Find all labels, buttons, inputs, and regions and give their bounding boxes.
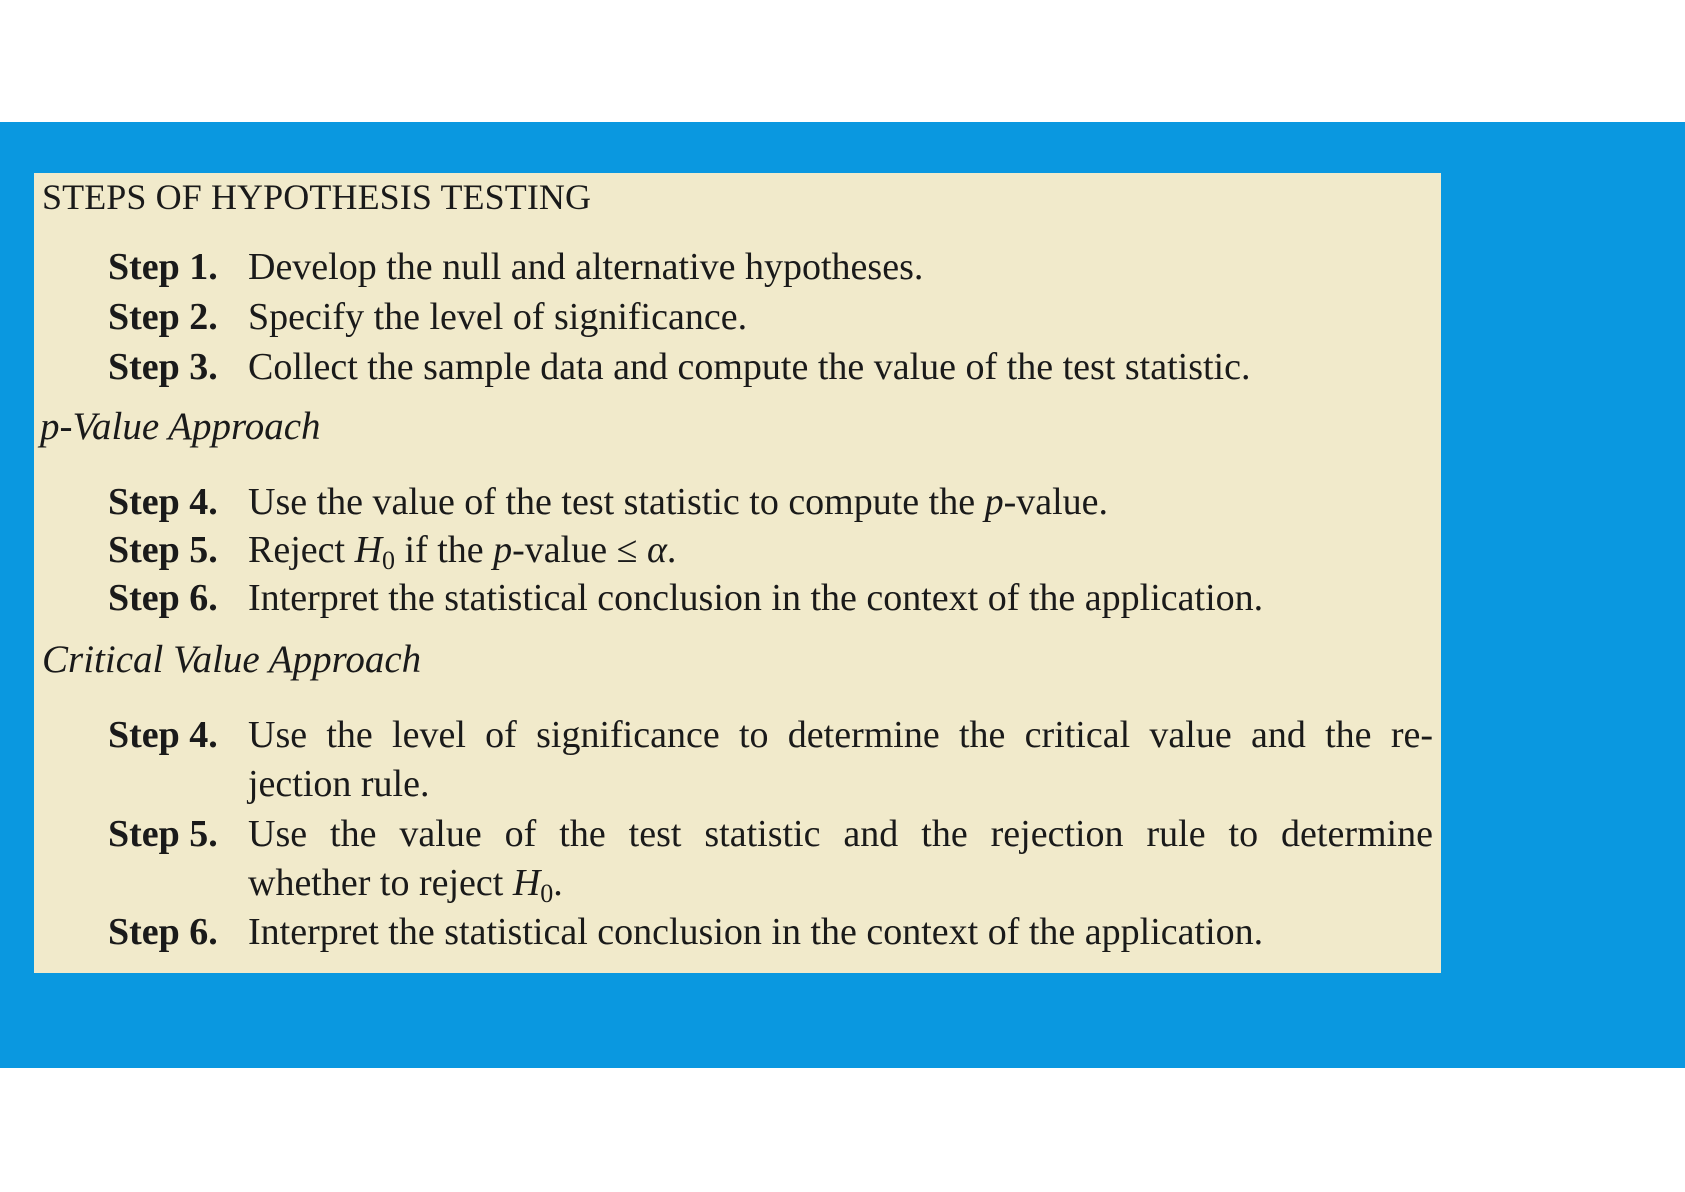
- step-label: Step 2.: [108, 296, 218, 338]
- step-label: Step 6.: [108, 911, 218, 953]
- step-text: Interpret the statistical conclusion in the context of the application.: [248, 911, 1264, 953]
- pvalue-approach-heading: p-Value Approach: [40, 405, 321, 448]
- step-label: Step 3.: [108, 346, 218, 388]
- step-text: Reject $H_0$ if the p-value ≤ α.: [248, 529, 677, 575]
- step-text: Use the level of significance to determine the critical value and the re- jection rule.: [248, 714, 1433, 805]
- critical-approach-heading: Critical Value Approach: [42, 638, 422, 681]
- step-text: Collect the sample data and compute the value of the test statistic.: [248, 346, 1251, 388]
- step-label: Step 5.: [108, 813, 218, 855]
- card-title: STEPS OF HYPOTHESIS TESTING: [42, 177, 592, 217]
- hypothesis-steps-card: [34, 173, 1441, 973]
- step-text: Use the value of the test statistic and the rejection rule to determine whether to reject $H_0$.: [248, 813, 1433, 908]
- step-label: Step 6.: [108, 577, 218, 619]
- step-text: Use the value of the test statistic to compute the p-value.: [248, 481, 1109, 523]
- step-text: Interpret the statistical conclusion in the context of the application.: [248, 577, 1264, 619]
- step-label: Step 5.: [108, 529, 218, 571]
- step-text: Develop the null and alternative hypotheses.: [248, 246, 924, 288]
- step-text: Specify the level of significance.: [248, 296, 748, 338]
- step-label: Step 4.: [108, 481, 218, 523]
- step-label: Step 4.: [108, 714, 218, 756]
- step-label: Step 1.: [108, 246, 218, 288]
